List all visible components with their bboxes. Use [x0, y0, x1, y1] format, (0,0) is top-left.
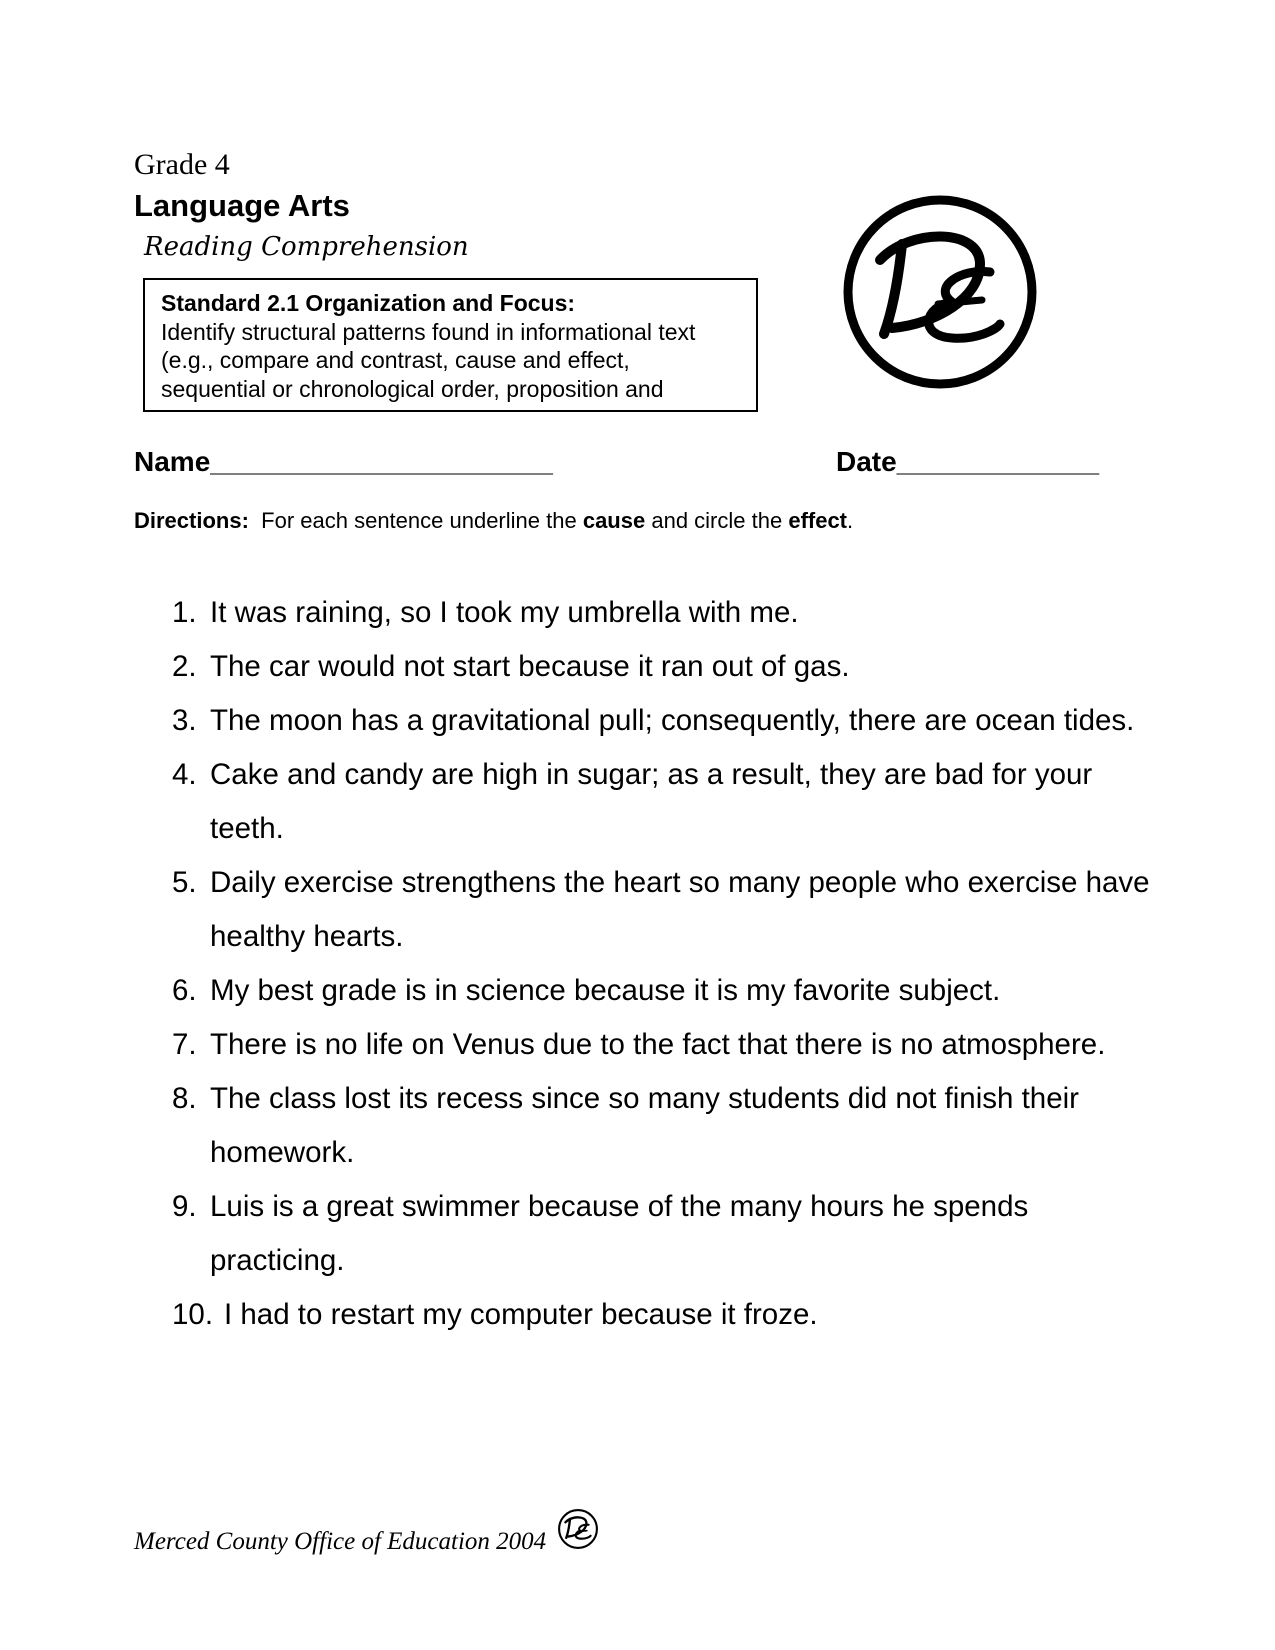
item-text[interactable]: The moon has a gravitational pull; consequently, there are ocean tides.: [210, 704, 1135, 737]
directions-label: Directions:: [134, 508, 249, 533]
list-item: [160, 1018, 1150, 1072]
list-item: [160, 964, 1150, 1018]
standard-box: [143, 278, 758, 412]
item-text[interactable]: The class lost its recess since so many students did not finish their homework.: [210, 1082, 1079, 1169]
item-number: 9.: [172, 1190, 197, 1223]
directions-text-after: .: [847, 508, 854, 533]
sentence-list: [160, 586, 1150, 1342]
date-field[interactable]: Date_____________: [836, 446, 1100, 477]
item-text[interactable]: It was raining, so I took my umbrella with me.: [210, 596, 799, 629]
grade-label: Grade 4: [134, 148, 230, 181]
directions: [134, 506, 853, 536]
name-field[interactable]: Name______________________: [134, 446, 553, 477]
list-item: [160, 1072, 1150, 1180]
de-logo-small-icon: [557, 1508, 599, 1550]
list-item: [160, 1180, 1150, 1288]
item-text[interactable]: Cake and candy are high in sugar; as a result, they are bad for your teeth.: [210, 758, 1093, 845]
subject-title: Language Arts: [134, 188, 350, 223]
subject-subtitle: Reading Comprehension: [144, 232, 469, 262]
item-text[interactable]: Daily exercise strengthens the heart so many people who exercise have healthy hearts.: [210, 866, 1150, 953]
standard-title: Standard 2.1 Organization and Focus:: [161, 290, 576, 316]
item-number: 7.: [172, 1028, 197, 1061]
directions-effect: effect: [788, 508, 848, 533]
directions-text-before: For each sentence underline the: [261, 508, 577, 533]
de-logo-icon: [840, 192, 1040, 392]
list-item: [160, 640, 1150, 694]
directions-text-middle: and circle the: [651, 508, 783, 533]
item-number: 4.: [172, 758, 197, 791]
item-number: 8.: [172, 1082, 197, 1115]
item-number: 2.: [172, 650, 197, 683]
list-item: [160, 586, 1150, 640]
list-item: [160, 748, 1150, 856]
item-number: 6.: [172, 974, 197, 1007]
item-number: 3.: [172, 704, 197, 737]
item-text[interactable]: Luis is a great swimmer because of the many hours he spends practicing.: [210, 1190, 1029, 1277]
item-text[interactable]: There is no life on Venus due to the fact that there is no atmosphere.: [210, 1028, 1106, 1061]
item-number: 1.: [172, 596, 197, 629]
item-text[interactable]: The car would not start because it ran out of gas.: [210, 650, 850, 683]
list-item: [160, 694, 1150, 748]
list-item: [160, 1288, 1150, 1342]
item-number: 5.: [172, 866, 197, 899]
list-item: [160, 856, 1150, 964]
footer-credit: Merced County Office of Education 2004: [134, 1528, 547, 1555]
item-number: 10.: [172, 1298, 214, 1331]
item-text[interactable]: My best grade is in science because it is my favorite subject.: [210, 974, 1001, 1007]
directions-cause: cause: [582, 508, 646, 533]
item-text[interactable]: I had to restart my computer because it froze.: [224, 1298, 818, 1331]
standard-text: Identify structural patterns found in informational text (e.g., compare and contrast, cause and effect, sequential or chronological order, proposition and: [161, 318, 696, 402]
